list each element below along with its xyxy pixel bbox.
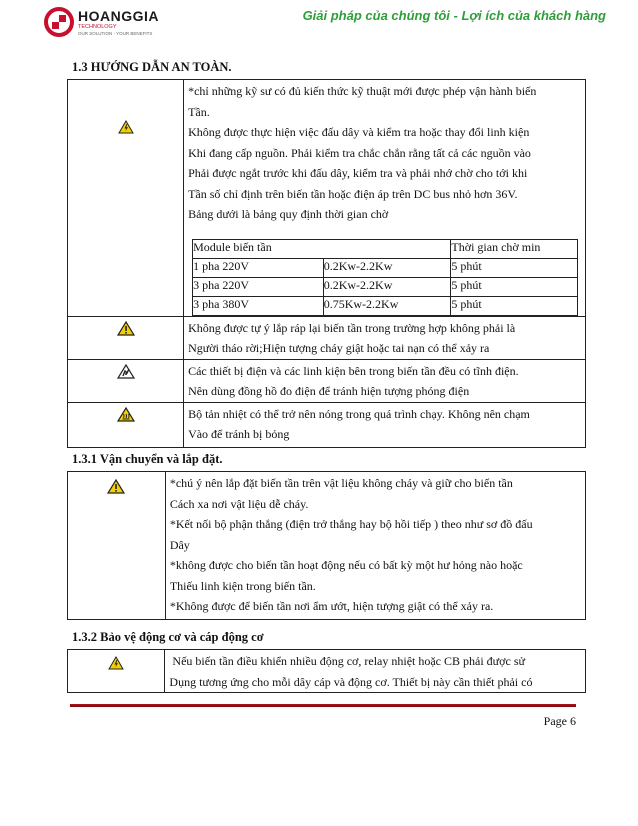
column-header: Thời gian chờ min — [451, 239, 578, 258]
text-line: *không được cho biến tần hoạt động nếu có bất kỳ một hư hỏng nào hoặc — [169, 558, 523, 572]
header-slogan: Giải pháp của chúng tôi - Lợi ích của khách hàng — [302, 8, 606, 23]
text-line: *Không được để biến tần nơi ẩm ướt, hiện tượng giật có thể xảy ra. — [169, 599, 494, 613]
electric-shock-warning-icon — [108, 656, 124, 670]
warning-icon — [117, 321, 135, 336]
section-title: 1.3.1 Vận chuyển và lắp đặt. — [72, 452, 223, 466]
section-title: 1.3.2 Bảo vệ động cơ và cáp động cơ — [72, 630, 264, 644]
section-title: 1.3 HƯỚNG DẪN AN TOÀN. — [72, 60, 232, 74]
motor-protection-table — [67, 649, 586, 693]
table-cell: 5 phút — [451, 296, 578, 315]
icon-cell — [68, 316, 184, 359]
table-cell: 5 phút — [451, 258, 578, 277]
table-cell: 0.2Kw-2.2Kw — [323, 277, 451, 296]
table-cell: 3 pha 220V — [193, 277, 324, 296]
hoanggia-logo-icon — [44, 7, 74, 37]
transport-install-table — [67, 471, 586, 620]
text-line: Tần. — [188, 104, 210, 119]
column-header: Module biến tần — [193, 239, 451, 258]
text-line: *chỉ những kỹ sư có đủ kiến thức kỹ thuật mới được phép vận hành biến — [188, 84, 537, 98]
safety-table — [67, 79, 586, 448]
row-content — [184, 80, 586, 317]
electric-shock-warning-icon — [118, 120, 134, 134]
table-cell: 0.75Kw-2.2Kw — [323, 296, 451, 315]
warning-icon — [107, 479, 125, 494]
motor-row — [68, 650, 586, 693]
icon-cell — [68, 402, 184, 447]
safety-row — [68, 80, 586, 317]
text-line: *Kết nối bộ phận thắng (điện trở thắng hay bộ hồi tiếp ) theo như sơ đồ đấu — [169, 517, 533, 531]
icon-cell — [68, 472, 166, 620]
wait-time-header-row — [193, 239, 578, 258]
text-line: Nếu biến tần điều khiển nhiều động cơ, relay nhiệt hoặc CB phải được sử — [169, 654, 526, 668]
safety-row — [68, 316, 586, 359]
row-content — [184, 402, 586, 447]
icon-cell — [68, 650, 165, 693]
text-line: Dây — [169, 537, 190, 552]
text-line: Người tháo rời;Hiện tượng cháy giật hoặc tai nạn có thể xảy ra — [188, 341, 490, 355]
row-content — [165, 472, 585, 620]
transport-row — [68, 472, 586, 620]
icon-cell — [68, 80, 184, 317]
text-line: Thiếu linh kiện trong biến tần. — [169, 578, 316, 593]
text-line: Bộ tản nhiệt có thể trở nên nóng trong quá trình chạy. Không nên chạm — [188, 406, 530, 421]
hot-surface-icon — [117, 407, 135, 422]
logo-subtitle: TECHNOLOGY — [78, 24, 117, 30]
company-logo — [44, 7, 184, 39]
text-line: Bảng dưới là bảng quy định thời gian chờ — [188, 207, 389, 221]
page-number: Page 6 — [543, 714, 576, 728]
text-line: Phải được ngắt trước khi đấu dây, kiểm tra và phải nhớ chờ cho tới khi — [188, 166, 528, 180]
text-line: Nên dùng đồng hồ đo điện để tránh hiện tượng phóng điện — [188, 384, 470, 398]
electrostatic-discharge-icon — [117, 364, 135, 379]
table-cell: 3 pha 380V — [193, 296, 324, 315]
text-line: Không được tự ý lắp ráp lại biến tần trong trường hợp không phải là — [188, 320, 516, 335]
table-row — [193, 277, 578, 296]
footer-rule — [70, 704, 576, 707]
text-line: *chú ý nên lắp đặt biến tần trên vật liệu không cháy và giữ cho biến tần — [169, 476, 513, 490]
logo-tagline: OUR SOLUTION - YOUR BENEFITS — [78, 31, 153, 36]
text-line: Tần số chỉ định trên biến tần hoặc điện áp trên DC bus nhỏ hơn 36V. — [188, 186, 518, 201]
table-row — [193, 258, 578, 277]
row-content — [184, 359, 586, 402]
text-line: Dụng tương ứng cho mỗi dây cáp và động cơ. Thiết bị này cần thiết phải có — [169, 674, 533, 689]
icon-cell — [68, 359, 184, 402]
logo-name: HOANGGIA — [78, 8, 159, 24]
safety-row — [68, 359, 586, 402]
text-line: Các thiết bị điện và các linh kiện bên trong biến tần đều có tĩnh điện. — [188, 363, 519, 378]
text-line: Cách xa nơi vật liệu dễ cháy. — [169, 496, 309, 511]
safety-row — [68, 402, 586, 447]
text-line: Vào để tránh bị bỏng — [188, 427, 290, 441]
wait-time-table — [192, 239, 578, 316]
text-line: Không được thực hiện việc đấu dây và kiểm tra hoặc thay đổi linh kiện — [188, 125, 530, 139]
table-cell: 5 phút — [451, 277, 578, 296]
text-line: Khi đang cấp nguồn. Phải kiểm tra chắc chắn rằng tất cả các nguồn vào — [188, 145, 531, 160]
table-row — [193, 296, 578, 315]
table-cell: 1 pha 220V — [193, 258, 324, 277]
row-content — [165, 650, 586, 693]
table-cell: 0.2Kw-2.2Kw — [323, 258, 451, 277]
row-content — [184, 316, 586, 359]
